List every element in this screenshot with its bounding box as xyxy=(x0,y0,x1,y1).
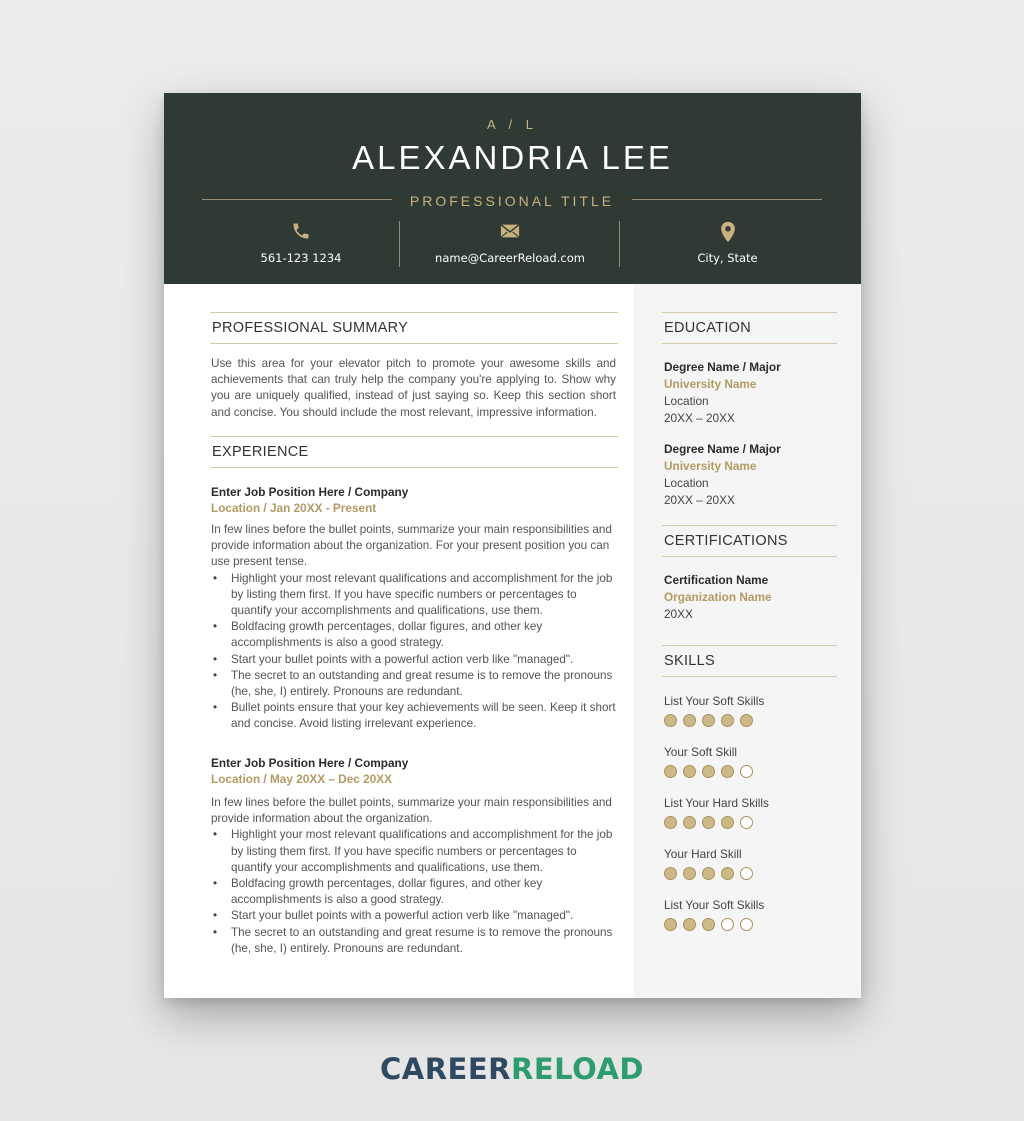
skill-item xyxy=(664,745,769,778)
email-text: name@CareerReload.com xyxy=(435,251,585,265)
rating-dot-filled xyxy=(702,867,715,880)
experience-heading: EXPERIENCE xyxy=(210,436,618,468)
contact-location xyxy=(620,221,835,269)
education-dates: 20XX – 20XX xyxy=(664,411,735,425)
job-bullets xyxy=(211,571,616,733)
rating-dot-filled xyxy=(664,867,677,880)
degree-name: Degree Name / Major xyxy=(664,360,781,374)
rating-dot-filled xyxy=(664,714,677,727)
skill-label: Your Hard Skill xyxy=(664,847,742,861)
rating-dot-filled xyxy=(702,765,715,778)
university-name: University Name xyxy=(664,459,757,473)
skill-rating xyxy=(664,867,769,880)
professional-title: PROFESSIONAL TITLE xyxy=(409,193,615,209)
skill-item xyxy=(664,694,769,727)
skills-heading: SKILLS xyxy=(662,645,837,677)
certification-year: 20XX xyxy=(664,607,693,621)
summary-heading: PROFESSIONAL SUMMARY xyxy=(210,312,618,344)
rating-dot-empty xyxy=(740,867,753,880)
resume-page xyxy=(164,93,861,998)
rating-dot-filled xyxy=(683,765,696,778)
rating-dot-filled xyxy=(683,918,696,931)
initials: A / L xyxy=(486,117,539,132)
rating-dot-filled xyxy=(664,765,677,778)
rating-dot-filled xyxy=(740,714,753,727)
education-location: Location xyxy=(664,476,709,490)
brand-logo xyxy=(0,1052,1024,1086)
skill-item xyxy=(664,898,769,931)
rating-dot-filled xyxy=(721,765,734,778)
envelope-icon xyxy=(400,221,620,243)
list-item: • The secret to an outstanding and great resume is to remove the pronouns (he, she, I) entirely. Pronouns are redundant. xyxy=(211,668,616,700)
list-item: • Start your bullet points with a powerful action verb like "managed". xyxy=(211,908,616,924)
list-item: • Bullet points ensure that your key achievements will be seen. Keep it short and concise. Avoid listing irrelevant experience. xyxy=(211,700,616,732)
organization-name: Organization Name xyxy=(664,590,772,604)
rating-dot-filled xyxy=(702,918,715,931)
list-item: • Start your bullet points with a powerful action verb like "managed". xyxy=(211,652,616,668)
education-entry xyxy=(664,442,781,507)
job-intro: In few lines before the bullet points, summarize your main responsibilities and provide information about the organization. xyxy=(211,796,612,826)
candidate-name: ALEXANDRIA LEE xyxy=(352,139,673,176)
experience-job xyxy=(211,485,616,733)
education-entry xyxy=(664,360,781,425)
rating-dot-filled xyxy=(702,816,715,829)
divider xyxy=(632,199,822,200)
brand-part-1: CAREER xyxy=(380,1052,512,1086)
location-text: City, State xyxy=(697,251,758,265)
map-pin-icon xyxy=(620,221,835,243)
list-item: • Boldfacing growth percentages, dollar figures, and other key accomplishments is also a good strategy. xyxy=(211,619,616,651)
certifications-heading: CERTIFICATIONS xyxy=(662,525,837,557)
contact-email xyxy=(400,221,620,269)
rating-dot-filled xyxy=(683,816,696,829)
summary-text: Use this area for your elevator pitch to promote your awesome skills and achievements that can truly help the company you're applying to. Show why you are uniquely qualified, instead of just saying so. Keep this section short and concise. You should include the most relevant, impressive information. xyxy=(211,357,616,419)
phone-text: 561-123 1234 xyxy=(260,251,342,265)
skill-rating xyxy=(664,918,769,931)
skills-list xyxy=(664,694,769,931)
phone-icon xyxy=(202,221,400,243)
contact-phone xyxy=(202,221,400,269)
list-item: • Highlight your most relevant qualifications and accomplishment for the job by listing them first. If you have specific numbers or percentages to quantify your accomplishments and qualifications, use them. xyxy=(211,571,616,620)
skill-rating xyxy=(664,816,769,829)
contact-row xyxy=(164,221,861,269)
rating-dot-filled xyxy=(683,714,696,727)
rating-dot-empty xyxy=(740,765,753,778)
rating-dot-filled xyxy=(664,816,677,829)
rating-dot-filled xyxy=(721,867,734,880)
experience-job xyxy=(211,756,616,957)
skill-rating xyxy=(664,714,769,727)
skill-label: List Your Soft Skills xyxy=(664,694,765,708)
rating-dot-empty xyxy=(740,918,753,931)
university-name: University Name xyxy=(664,377,757,391)
title-row xyxy=(202,193,822,213)
job-intro: In few lines before the bullet points, summarize your main responsibilities and provide information about the organization. For your present position you can use present tense. xyxy=(211,523,612,569)
list-item: • The secret to an outstanding and great resume is to remove the pronouns (he, she, I) entirely. Pronouns are redundant. xyxy=(211,925,616,957)
skill-item xyxy=(664,847,769,880)
job-location: Location / May 20XX – Dec 20XX xyxy=(211,772,392,786)
rating-dot-filled xyxy=(664,918,677,931)
certification-name: Certification Name xyxy=(664,573,769,587)
skill-item xyxy=(664,796,769,829)
rating-dot-filled xyxy=(683,867,696,880)
education-dates: 20XX – 20XX xyxy=(664,493,735,507)
certification-entry xyxy=(664,573,772,621)
skill-label: List Your Hard Skills xyxy=(664,796,769,810)
list-item: • Boldfacing growth percentages, dollar figures, and other key accomplishments is also a good strategy. xyxy=(211,876,616,908)
job-location: Location / Jan 20XX - Present xyxy=(211,501,377,515)
education-location: Location xyxy=(664,394,709,408)
job-bullets xyxy=(211,827,616,957)
skill-rating xyxy=(664,765,769,778)
skill-label: Your Soft Skill xyxy=(664,745,738,759)
list-item: • Highlight your most relevant qualifications and accomplishment for the job by listing them first. If you have specific numbers or percentages to quantify your accomplishments and qualifications, use them. xyxy=(211,827,616,876)
resume-header xyxy=(164,93,861,284)
education-heading: EDUCATION xyxy=(662,312,837,344)
skill-label: List Your Soft Skills xyxy=(664,898,765,912)
rating-dot-filled xyxy=(721,816,734,829)
degree-name: Degree Name / Major xyxy=(664,442,781,456)
job-title: Enter Job Position Here / Company xyxy=(211,756,409,770)
rating-dot-filled xyxy=(702,714,715,727)
rating-dot-empty xyxy=(721,918,734,931)
rating-dot-filled xyxy=(721,714,734,727)
job-title: Enter Job Position Here / Company xyxy=(211,485,409,499)
rating-dot-empty xyxy=(740,816,753,829)
brand-part-2: RELOAD xyxy=(511,1052,644,1086)
